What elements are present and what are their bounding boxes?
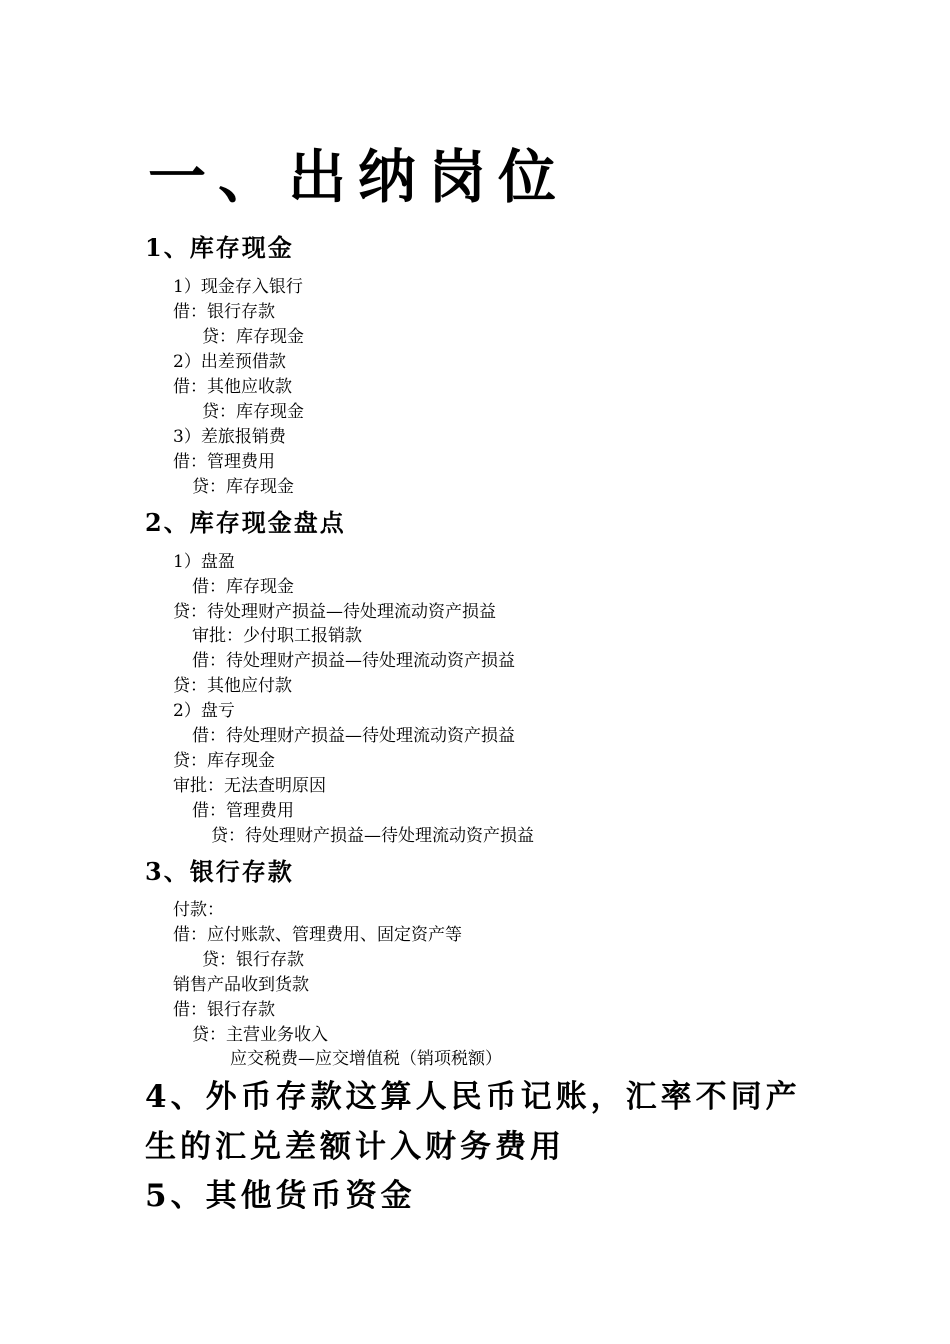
text-line: 贷：库存现金 xyxy=(173,751,275,771)
text-line: 借：待处理财产损益—待处理流动资产损益 xyxy=(192,651,515,671)
section-heading-cash: 1、库存现金 xyxy=(145,233,294,262)
text-line: 借：管理费用 xyxy=(192,801,294,821)
text-line: 借：管理费用 xyxy=(173,452,275,472)
text-line: 3）差旅报销费 xyxy=(173,427,286,447)
text-line: 贷：库存现金 xyxy=(202,402,304,422)
text-line: 借：其他应收款 xyxy=(173,377,292,397)
text-line: 贷：银行存款 xyxy=(202,950,304,970)
text-line: 1）现金存入银行 xyxy=(173,277,303,297)
text-line: 2）出差预借款 xyxy=(173,352,286,372)
text-line: 借：银行存款 xyxy=(173,1000,275,1020)
text-line: 贷：主营业务收入 xyxy=(192,1025,328,1045)
text-line: 贷：库存现金 xyxy=(192,477,294,497)
text-line: 2）盘亏 xyxy=(173,701,235,721)
section-heading-cash-count: 2、库存现金盘点 xyxy=(145,508,346,537)
text-line: 销售产品收到货款 xyxy=(173,975,309,995)
text-line: 应交税费—应交增值税（销项税额） xyxy=(230,1049,502,1069)
section-heading-foreign-currency: 4、外币存款这算人民币记账，汇率不同产 xyxy=(145,1079,801,1115)
text-line: 贷：库存现金 xyxy=(202,327,304,347)
page-title: 一、出纳岗位 xyxy=(148,143,569,211)
section-heading-bank-deposit: 3、银行存款 xyxy=(145,857,294,886)
text-line: 贷：待处理财产损益—待处理流动资产损益 xyxy=(173,602,496,622)
text-line: 1）盘盈 xyxy=(173,552,235,572)
section-heading-other-monetary-funds: 5、其他货币资金 xyxy=(145,1178,416,1214)
text-line: 审批：无法查明原因 xyxy=(173,776,326,796)
text-line: 借：库存现金 xyxy=(192,577,294,597)
text-line: 借：待处理财产损益—待处理流动资产损益 xyxy=(192,726,515,746)
section-heading-foreign-currency-cont: 生的汇兑差额计入财务费用 xyxy=(145,1129,565,1165)
text-line: 借：应付账款、管理费用、固定资产等 xyxy=(173,925,462,945)
text-line: 审批：少付职工报销款 xyxy=(192,626,362,646)
text-line: 贷：其他应付款 xyxy=(173,676,292,696)
text-line: 付款： xyxy=(173,900,224,920)
text-line: 贷：待处理财产损益—待处理流动资产损益 xyxy=(211,826,534,846)
text-line: 借：银行存款 xyxy=(173,302,275,322)
